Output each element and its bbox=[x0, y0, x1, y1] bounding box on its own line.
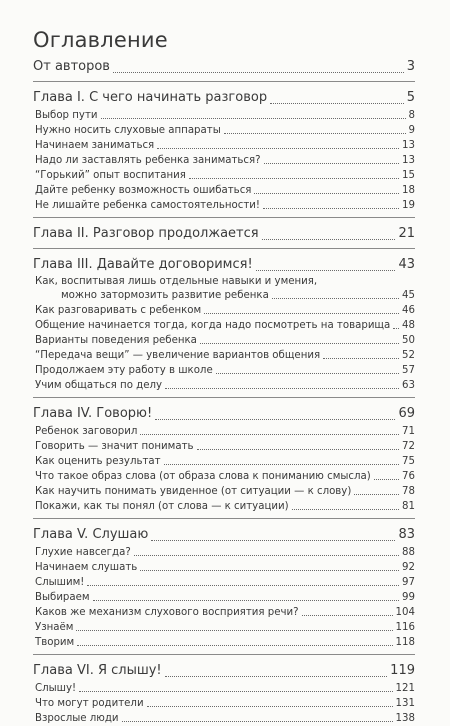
toc-entry-page: 118 bbox=[395, 637, 415, 648]
dot-leader bbox=[77, 645, 392, 646]
dot-leader bbox=[302, 615, 393, 616]
toc-entry[interactable] bbox=[33, 303, 415, 318]
dot-leader bbox=[263, 208, 399, 209]
toc-chapter-entry-label: Глава V. Слушаю bbox=[33, 527, 149, 542]
toc-entry-label: Творим bbox=[35, 637, 75, 648]
toc-entry-page: 19 bbox=[402, 200, 415, 211]
toc-entry-label: Узнаём bbox=[35, 622, 74, 633]
toc-entry-page: 63 bbox=[402, 380, 415, 391]
toc-entry-page: 9 bbox=[408, 125, 415, 136]
section-divider bbox=[33, 397, 415, 398]
toc-entry-page: 15 bbox=[402, 170, 415, 181]
dot-leader bbox=[272, 298, 399, 299]
toc-entry-page: 8 bbox=[408, 110, 415, 121]
dot-leader bbox=[374, 479, 399, 480]
toc-entry-label: Как научить понимать увиденное (от ситуации — к слову) bbox=[35, 486, 352, 497]
dot-leader bbox=[200, 343, 399, 344]
toc-entry[interactable] bbox=[33, 620, 415, 635]
toc-entry-label: Нужно носить слуховые аппараты bbox=[35, 125, 221, 136]
dot-leader bbox=[254, 193, 399, 194]
toc-chapter-entry[interactable] bbox=[33, 224, 415, 244]
toc-entry[interactable] bbox=[33, 363, 415, 378]
dot-leader bbox=[79, 691, 392, 692]
dot-leader bbox=[134, 555, 399, 556]
toc-entry-label-line1: Как, воспитывая лишь отдельные навыки и умения, bbox=[35, 276, 318, 287]
dot-leader bbox=[393, 328, 399, 329]
dot-leader bbox=[93, 600, 399, 601]
toc-entry-label: Общение начинается тогда, когда надо посмотреть на товарища bbox=[35, 320, 391, 331]
toc-chapter-entry-label: От авторов bbox=[33, 59, 110, 74]
toc-entry-label: Дайте ребенку возможность ошибаться bbox=[35, 185, 252, 196]
dot-leader bbox=[323, 358, 399, 359]
dot-leader bbox=[256, 270, 396, 271]
toc-entry-label: Ребенок заговорил bbox=[35, 426, 138, 437]
toc-entry[interactable] bbox=[33, 424, 415, 439]
toc-entry-label: можно затормозить развитие ребенка bbox=[61, 290, 269, 301]
toc-entry-label: Взрослые люди bbox=[35, 713, 119, 724]
toc-entry-multiline[interactable] bbox=[33, 275, 415, 303]
toc-entry-label: Что такое образ слова (от образа слова к пониманию смысла) bbox=[35, 471, 371, 482]
dot-leader bbox=[140, 434, 399, 435]
toc-chapter-entry-page: 3 bbox=[406, 59, 415, 74]
toc-entry-label: Глухие навсегда? bbox=[35, 547, 131, 558]
toc-entry-label: Каков же механизм слухового восприятия речи? bbox=[35, 607, 299, 618]
toc-entry[interactable] bbox=[33, 153, 415, 168]
section-divider bbox=[33, 654, 415, 655]
dot-leader bbox=[262, 239, 396, 240]
toc-entry-page: 18 bbox=[402, 185, 415, 196]
toc-entry[interactable] bbox=[33, 696, 415, 711]
dot-leader bbox=[151, 540, 395, 541]
toc-chapter-entry[interactable] bbox=[33, 255, 415, 275]
toc-entry-page: 104 bbox=[395, 607, 415, 618]
toc-entry[interactable] bbox=[33, 575, 415, 590]
toc-entry[interactable] bbox=[33, 590, 415, 605]
dot-leader bbox=[216, 373, 399, 374]
dot-leader bbox=[354, 494, 399, 495]
toc-entry[interactable] bbox=[33, 681, 415, 696]
toc-entry-page: 121 bbox=[395, 683, 415, 694]
toc-entry-page: 88 bbox=[402, 547, 415, 558]
toc-entry-label: Слышим! bbox=[35, 577, 85, 588]
toc-entry-page: 131 bbox=[395, 698, 415, 709]
toc-chapter-entry-label: Глава III. Давайте договоримся! bbox=[33, 257, 253, 272]
dot-leader bbox=[165, 676, 388, 677]
toc-entry[interactable] bbox=[33, 168, 415, 183]
toc-entry[interactable] bbox=[33, 183, 415, 198]
dot-leader bbox=[140, 570, 399, 571]
toc-entry-page: 81 bbox=[402, 501, 415, 512]
toc-entry-page: 138 bbox=[395, 713, 415, 724]
toc-entry-label: Варианты поведения ребенка bbox=[35, 335, 197, 346]
toc-entry-label: Выбираем bbox=[35, 592, 90, 603]
dot-leader bbox=[264, 163, 399, 164]
dot-leader bbox=[76, 630, 392, 631]
toc-chapter-entry-page: 5 bbox=[406, 90, 415, 105]
toc-entry[interactable] bbox=[33, 378, 415, 393]
toc-entry-page: 92 bbox=[402, 562, 415, 573]
toc-chapter-entry[interactable] bbox=[33, 661, 415, 681]
toc-entry-page: 52 bbox=[402, 350, 415, 361]
toc-entry-label: “Горький” опыт воспитания bbox=[35, 170, 186, 181]
toc-chapter-entry-page: 43 bbox=[398, 257, 415, 272]
dot-leader bbox=[224, 133, 406, 134]
toc-entry[interactable] bbox=[33, 545, 415, 560]
toc-chapter-entry[interactable] bbox=[33, 404, 415, 424]
toc-entry-page: 50 bbox=[402, 335, 415, 346]
dot-leader bbox=[87, 585, 399, 586]
toc-entry-page: 13 bbox=[402, 140, 415, 151]
toc-entry[interactable] bbox=[33, 635, 415, 650]
toc-entry-label: Начинаем заниматься bbox=[35, 140, 155, 151]
toc-chapter-entry-page: 119 bbox=[390, 663, 415, 678]
toc-entry-label: Как разговаривать с ребенком bbox=[35, 305, 202, 316]
toc-entry-page: 75 bbox=[402, 456, 415, 467]
toc-entry[interactable] bbox=[33, 605, 415, 620]
toc-entry[interactable] bbox=[33, 123, 415, 138]
toc-entry-page: 97 bbox=[402, 577, 415, 588]
toc-entry-page: 78 bbox=[402, 486, 415, 497]
dot-leader bbox=[113, 72, 404, 73]
toc-chapter-entry-label: Глава I. С чего начинать разговор bbox=[33, 90, 268, 105]
toc-chapter-entry-page: 83 bbox=[398, 527, 415, 542]
toc-entry-label: Начинаем слушать bbox=[35, 562, 138, 573]
toc-chapter-entry-label: Глава VI. Я слышу! bbox=[33, 663, 162, 678]
toc-entry-page: 99 bbox=[402, 592, 415, 603]
toc-entry-label: Что могут родители bbox=[35, 698, 144, 709]
toc-entry-label: “Передача вещи” — увеличение вариантов общения bbox=[35, 350, 321, 361]
toc-entry-page: 116 bbox=[395, 622, 415, 633]
toc-entry[interactable] bbox=[33, 289, 415, 303]
dot-leader bbox=[204, 313, 399, 314]
toc-entry[interactable] bbox=[33, 560, 415, 575]
dot-leader bbox=[189, 178, 399, 179]
toc-entry-label: Как оценить результат bbox=[35, 456, 161, 467]
toc-entry[interactable] bbox=[33, 469, 415, 484]
section-divider bbox=[33, 248, 415, 249]
toc-entry-label: Покажи, как ты понял (от слова — к ситуации) bbox=[35, 501, 289, 512]
toc-chapter-entry[interactable] bbox=[33, 88, 415, 108]
toc-entry-page: 57 bbox=[402, 365, 415, 376]
section-divider bbox=[33, 217, 415, 218]
dot-leader bbox=[155, 419, 395, 420]
toc-entry-label: Не лишайте ребенка самостоятельности! bbox=[35, 200, 261, 211]
dot-leader bbox=[292, 509, 399, 510]
toc-entry-label: Учим общаться по делу bbox=[35, 380, 163, 391]
toc-chapter-entry[interactable] bbox=[33, 57, 415, 77]
toc-entry[interactable] bbox=[33, 711, 415, 726]
toc-chapter-entry[interactable] bbox=[33, 525, 415, 545]
toc-chapter-entry-page: 21 bbox=[398, 226, 415, 241]
section-divider bbox=[33, 518, 415, 519]
toc-entry-page: 45 bbox=[402, 290, 415, 301]
toc-entry[interactable] bbox=[33, 108, 415, 123]
dot-leader bbox=[197, 449, 399, 450]
page-title: Оглавление bbox=[33, 28, 168, 52]
toc-chapter-entry-label: Глава IV. Говорю! bbox=[33, 406, 153, 421]
toc-entry-label: Продолжаем эту работу в школе bbox=[35, 365, 213, 376]
toc-entry-label: Говорить — значит понимать bbox=[35, 441, 194, 452]
toc-entry-page: 48 bbox=[402, 320, 415, 331]
toc-entry[interactable] bbox=[33, 138, 415, 153]
toc-entry[interactable] bbox=[33, 439, 415, 454]
dot-leader bbox=[101, 118, 406, 119]
toc-chapter-entry-label: Глава II. Разговор продолжается bbox=[33, 226, 259, 241]
toc-entry-page: 13 bbox=[402, 155, 415, 166]
toc-entry[interactable] bbox=[33, 333, 415, 348]
dot-leader bbox=[147, 706, 393, 707]
section-divider bbox=[33, 81, 415, 82]
dot-leader bbox=[164, 464, 399, 465]
dot-leader bbox=[270, 103, 404, 104]
toc-entry[interactable] bbox=[33, 348, 415, 363]
toc-entry-label: Выбор пути bbox=[35, 110, 98, 121]
toc-entry-page: 72 bbox=[402, 441, 415, 452]
toc-entry-label: Слышу! bbox=[35, 683, 77, 694]
toc-entry[interactable] bbox=[33, 484, 415, 499]
dot-leader bbox=[165, 388, 399, 389]
toc-chapter-entry-page: 69 bbox=[398, 406, 415, 421]
toc-entry[interactable] bbox=[33, 499, 415, 514]
toc-list bbox=[33, 57, 415, 726]
toc-entry[interactable] bbox=[33, 198, 415, 213]
toc-entry[interactable] bbox=[33, 454, 415, 469]
toc-entry[interactable] bbox=[33, 318, 415, 333]
dot-leader bbox=[157, 148, 399, 149]
toc-entry-page: 46 bbox=[402, 305, 415, 316]
toc-entry-page: 71 bbox=[402, 426, 415, 437]
toc-entry-page: 76 bbox=[402, 471, 415, 482]
dot-leader bbox=[122, 721, 393, 722]
toc-entry-label: Надо ли заставлять ребенка заниматься? bbox=[35, 155, 261, 166]
